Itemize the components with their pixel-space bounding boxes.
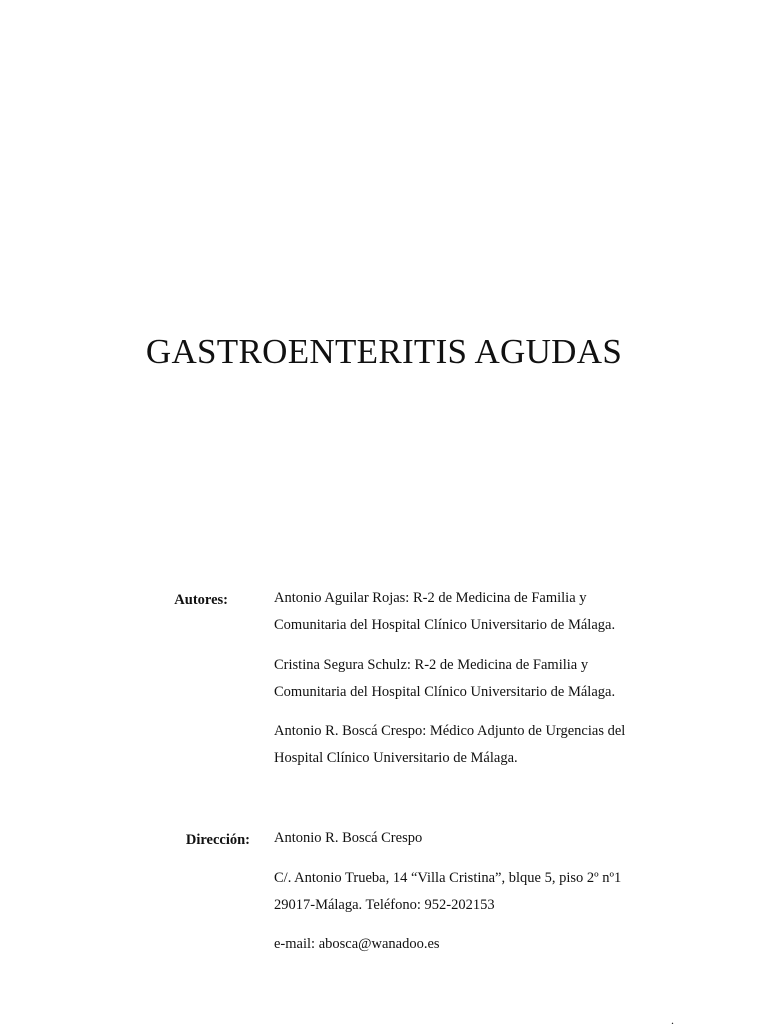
author-line: Antonio R. Boscá Crespo: Médico Adjunto de Urgencias del <box>274 723 626 739</box>
footer-mark: . <box>671 1013 674 1027</box>
document-title: GASTROENTERITIS AGUDAS <box>145 332 623 371</box>
address-city-phone: 29017-Málaga. Teléfono: 952-202153 <box>274 897 495 913</box>
address-name: Antonio R. Boscá Crespo <box>274 830 423 846</box>
address-label: Dirección: <box>185 832 250 848</box>
author-entry <box>274 585 674 639</box>
address-email: e-mail: abosca@wanadoo.es <box>274 936 440 952</box>
address-name-block <box>274 825 674 852</box>
address-street: C/. Antonio Trueba, 14 “Villa Cristina”, blque 5, piso 2º nº1 <box>274 870 622 886</box>
author-line: Antonio Aguilar Rojas: R-2 de Medicina de Familia y <box>274 590 587 606</box>
author-line: Comunitaria del Hospital Clínico Universitario de Málaga. <box>274 617 616 633</box>
author-line: Cristina Segura Schulz: R-2 de Medicina de Familia y <box>274 657 589 673</box>
author-line: Comunitaria del Hospital Clínico Universitario de Málaga. <box>274 684 616 700</box>
author-entry <box>274 718 674 772</box>
author-entry <box>274 652 674 706</box>
address-email-block <box>274 931 674 958</box>
address-street-block <box>274 865 674 919</box>
authors-label: Autores: <box>174 592 228 608</box>
author-line: Hospital Clínico Universitario de Málaga. <box>274 750 518 766</box>
